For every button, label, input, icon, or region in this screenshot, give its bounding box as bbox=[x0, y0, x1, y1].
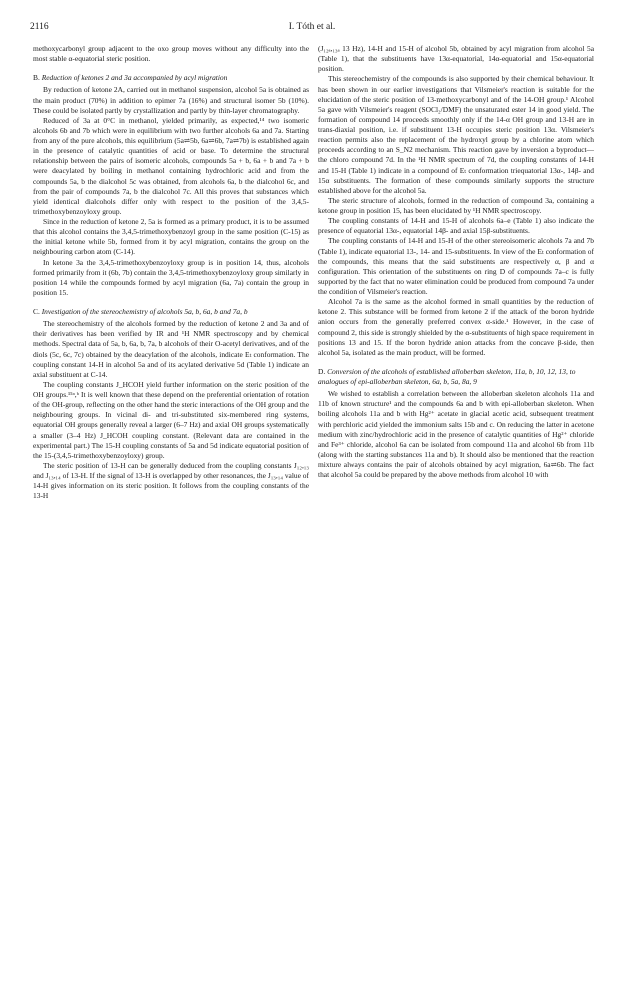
running-head: I. Tóth et al. bbox=[288, 22, 336, 32]
paragraph: The coupling constants of 14-H and 15-H of alcohols 6a–e (Table 1) also indicate the presence of equatorial 13α-, equatorial 14β- and axial 15β-substituents. bbox=[318, 216, 594, 236]
paragraph: Alcohol 7a is the same as the alcohol formed in small quantities by the reduction of ketone 2. This substance will be formed from ketone 2 if the attack of the boron hydride anion occurs from the generally preferred convex α-side.¹ However, in the case of compound 2, this side is strongly shielded by the α-substituents of high space requirement in positions 13 and 15. If the boron hydride anion attacks from the concave β-side, then alcohol 5a, isolated as the main product, will be formed. bbox=[318, 297, 594, 357]
section-number: B. bbox=[33, 73, 40, 83]
section-heading bbox=[318, 367, 594, 387]
section-heading bbox=[33, 73, 309, 83]
section-number: C. bbox=[33, 307, 40, 316]
paragraph: The stereochemistry of the alcohols formed by the reduction of ketone 2 and 3a and of their derivatives has been verified by IR and ¹H NMR spectroscopy and by chemical methods. Spectral data of 5a, b, 6a, b, 7a, b alcohols of their O-acetyl derivatives, and of the diols (5c, 6c, 7c) obtained by the deacylation of the alcohols, indicate Eₜ conformation. The coupling constant 14-H in alcohol 5a and of its acylated derivative 5d (Table 1) indicate an axial substituent at C-14. bbox=[33, 319, 309, 379]
right-column bbox=[318, 44, 594, 480]
section-title: Conversion of the alcohols of established alloberban skeleton, 11a, b, 10, 12, 13, to analogues of epi-alloberban skeleton, 6a, b, 5a, 8a, 9 bbox=[318, 366, 576, 386]
section-number: D. bbox=[318, 366, 326, 376]
paragraph: The coupling constants of 14-H and 15-H of the other stereoisomeric alcohols 7a and 7b (Table 1), indicate equatorial 13-, 14- and 15-substituents. In view of the Eₜ conformation of the compounds, this means that the said substituents are respectively α, β and α configuration. This orientation of the substituents on ring D of compounds 7a–c is fully supported by the fact that no water elimination could be produced from compound 7a under the condition of Vilsmeier's reaction. bbox=[318, 236, 594, 296]
paragraph: Since in the reduction of ketone 2, 5a is formed as a primary product, it is to be assumed that this alcohol contains the 3,4,5-trimethoxybenzoyl group in the same position (C-15) as the initial ketone while 5b, formed from it by acyl migration, contains the group on the neighbouring carbon atom (C-14). bbox=[33, 217, 309, 257]
page-number: 2116 bbox=[30, 22, 49, 32]
paragraph: Reduced of 3a at 0°C in methanol, yielded primarily, as expected,¹⁴ two isomeric alcohols 6b and 7b which were in equilibrium with two further alcohols 6a and 7a. Starting from any of the pure alcohols, this equilibrium (5a⇌5b, 6a⇌6b, 7a⇌7b) is established again in the presence of catalytic quantities of acid or base. To determine the structural relationship between the pairs of isomeric alcohols, compounds 5a + b, 6a + b and 7a + b were deacylated by boiling in methanol containing hydrochloric acid and from the compounds 5a, b the dialcohol 5c was obtained, from alcohols 6a, b the dialcohol 6c, and from the pair of compounds 7a, b the dialcohol 7c. All this proves that substances which yield identical dialcohols differ only with respect to the position of the 3,4,5-trimethoxybenzoyloxy group. bbox=[33, 115, 309, 216]
left-column bbox=[33, 44, 309, 501]
section-heading bbox=[33, 307, 309, 317]
paragraph: (J₁₂ₐ,₁₃ₐ 13 Hz), 14-H and 15-H of alcohol 5b, obtained by acyl migration from alcohol 5a (Table 1), that the substituents have 13α-equatorial, 14α-equatorial and 15α-equatorial position. bbox=[318, 44, 594, 74]
paragraph: The coupling constants J_HCOH yield further information on the steric position of the OH groups.¹⁵ᵃ,ᵇ It is well known that these depend on the preferential orientation of rotation of the OH-group, reflecting on the other hand the steric interactions of the OH group and the neighbouring groups. In vicinal di- and tri-substituted six-membered ring systems, equatorial OH groups generally reveal a larger (6–7 Hz) and axial OH groups systematically a smaller (3–4 Hz) J_HCOH coupling constant. (Relevant data are contained in the experimental part.) The 15-H coupling constants of 5a and 5d indicate equatorial position of the 15-(3,4,5-trimethoxybenzoyloxy) group. bbox=[33, 379, 309, 460]
page-header bbox=[30, 22, 594, 36]
paragraph: We wished to establish a correlation between the alloberban skeleton alcohols 11a and 11b of known structure¹ and the compounds 6a and b with epi-alloberban skeleton. When boiling alcohols 11a and b with Hg²⁺ acetate in glacial acetic acid, subsequent treatment with perchloric acid yielded the immonium salts 15b and c. On reducing the latter in acetone medium with zinc/hydrochloric acid in the presence of catalytic quantities of Hg²⁺ chloride and Fe³⁺ chloride, alcohol 6a can be isolated from compound 11a and alcohol 6b from 11b (along with the starting substances 11a and b). It should also be mentioned that the reaction mixture always contains the pair of alcohols obtained by acyl migration, 6a⇌6b. The fact that alcohol 5a could be prepared by the above methods from alcohol 10 with bbox=[318, 389, 594, 480]
paragraph: methoxycarbonyl group adjacent to the oxo group moves without any difficulty into the most stable α-equatorial steric position. bbox=[33, 44, 309, 64]
section-title: Investigation of the stereochemistry of alcohols 5a, b, 6a, b and 7a, b bbox=[41, 307, 248, 316]
paragraph: In ketone 3a the 3,4,5-trimethoxybenzoyloxy group is in position 14, thus, alcohols formed primarily from it (6b, 7b) contain the 3,4,5-trimethoxybenzoyloxy group similarly in position 14 while the compounds formed by acyl migration (6a, 7a) contain the group in position 15. bbox=[33, 257, 309, 297]
paragraph: The steric structure of alcohols, formed in the reduction of compound 3a, containing a ketone group in position 15, has been elucidated by ¹H NMR spectroscopy. bbox=[318, 195, 594, 215]
paragraph: The steric position of 13-H can be generally deduced from the coupling constants J₁₂,₁₃ and J₁₃,₁₄ of 13-H. If the signal of 13-H is overlapped by other resonances, the J₁₃,₁₄ value of 14-H gives information on its steric position. It follows from the coupling constants of the 13-H bbox=[33, 460, 309, 501]
paragraph: This stereochemistry of the compounds is also supported by their chemical behaviour. It has been shown in our earlier investigations that Vilsmeier's reaction is suitable for the elucidation of the steric position of 13-methoxycarbonyl and of the 14-OH group.¹ Alcohol 5a gave with Vilsmeier's reagent (SOCl₂/DMF) the unsaturated ester 14 in good yield. The formation of compound 14 proceeds smoothly only if the 14-α OH group and 13-H are in trans-diaxial position, i.e. if substituent 13-H occupies steric position 13α. Vilsmeier's reaction permits also the replacement of the hydroxyl group by a chlorine atom which proceeds according to an S_N2 mechanism. This reaction gave by inversion a byproduct—the chloro compound 7d. In the ¹H NMR spectrum of 7d, the coupling constants of 14-H and 15-H (Table 1) indicate in a compound of Eₜ conformation triequatorial 13α-, 14β- and 15α substituents. The formation of these compounds similarly supports the structure established above for the alcohol 5a. bbox=[318, 74, 594, 195]
paragraph: By reduction of ketone 2A, carried out in methanol suspension, alcohol 5a is obtained as the main product (70%) in addition to epimer 7a (16%) and structural isomer 5b (10%). These could be isolated partly by crystallization and partly by thin-layer chromatography. bbox=[33, 85, 309, 115]
section-title: Reduction of ketones 2 and 3a accompanied by acyl migration bbox=[41, 73, 228, 83]
